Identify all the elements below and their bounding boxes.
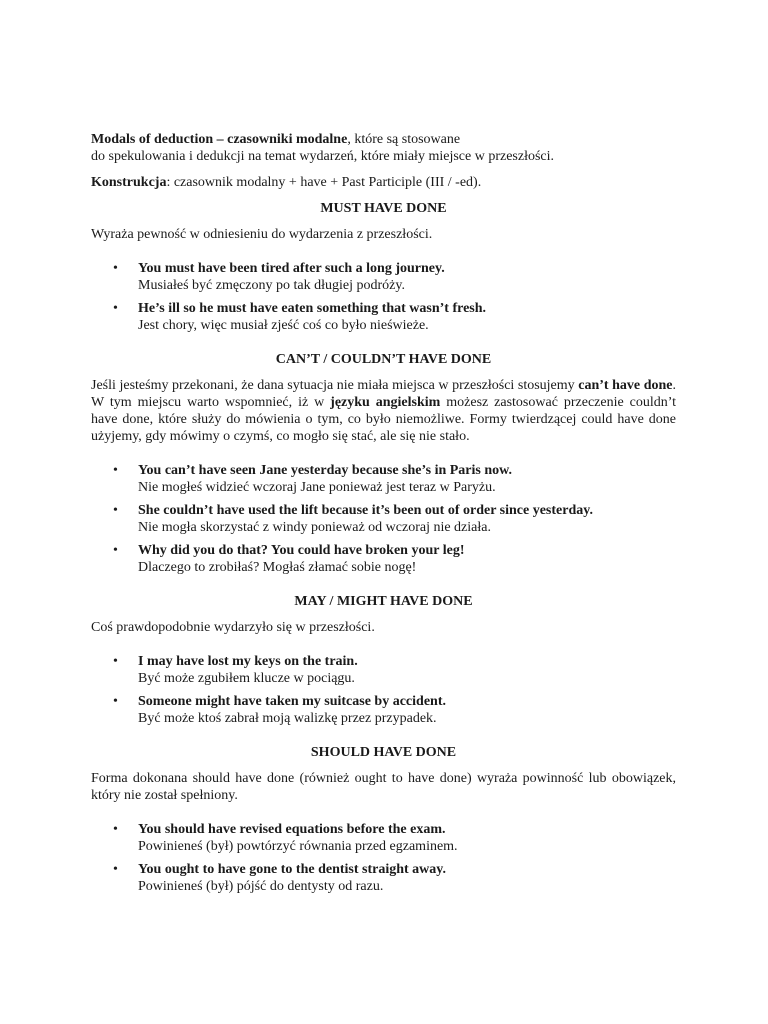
example-item (91, 821, 676, 855)
bullet-icon: • (113, 301, 118, 316)
example-polish: Być może ktoś zabrał moją walizkę przez przypadek. (138, 711, 437, 726)
description-text: możesz zastosować przeczenie couldn’t have done, które służy do mówienia o tym, co było niemożliwe. Formy twierdzącej could have done użyjemy, gdy mówimy o czymś, co mogło się stać, ale się nie stało. (91, 395, 677, 444)
example-english: You must have been tired after such a long journey. (138, 261, 445, 276)
bullet-icon: • (113, 503, 118, 518)
bullet-icon: • (113, 261, 118, 276)
section-heading-cant: CAN’T / COULDN’T HAVE DONE (275, 352, 492, 367)
example-english: He’s ill so he must have eaten something that wasn’t fresh. (138, 301, 487, 316)
example-polish: Nie mogła skorzystać z windy ponieważ od wczoraj nie działa. (138, 520, 491, 535)
section-description-must: Wyraża pewność w odniesieniu do wydarzenia z przeszłości. (91, 227, 433, 242)
bullet-icon: • (113, 463, 118, 478)
intro-title: Modals of deduction – czasowniki modalne (91, 132, 348, 147)
example-item (91, 462, 676, 496)
example-polish: Jest chory, więc musiał zjeść coś co było nieświeże. (138, 318, 429, 333)
example-polish: Powinieneś (był) powtórzyć równania przed egzaminem. (138, 839, 458, 854)
example-english: Someone might have taken my suitcase by accident. (138, 694, 446, 709)
bullet-icon: • (113, 822, 118, 837)
examples-list-should (91, 821, 676, 895)
example-item (91, 693, 676, 727)
example-english: You can’t have seen Jane yesterday because she’s in Paris now. (138, 463, 512, 478)
construction-label: Konstrukcja (91, 175, 167, 190)
example-polish: Nie mogłeś widzieć wczoraj Jane ponieważ jest teraz w Paryżu. (138, 480, 496, 495)
section-heading-may: MAY / MIGHT HAVE DONE (294, 594, 473, 609)
bullet-icon: • (113, 862, 118, 877)
example-polish: Być może zgubiłem klucze w pociągu. (138, 671, 355, 686)
example-english: She couldn’t have used the lift because it’s been out of order since yesterday. (138, 503, 593, 518)
section-heading-should: SHOULD HAVE DONE (310, 745, 457, 760)
section-heading-must: MUST HAVE DONE (320, 201, 447, 216)
example-english: I may have lost my keys on the train. (138, 654, 358, 669)
example-item (91, 502, 676, 536)
construction-text: : czasownik modalny + have + Past Participle (III / -ed). (166, 175, 482, 190)
example-item (91, 260, 676, 294)
intro-line2: do spekulowania i dedukcji na temat wydarzeń, które miały miejsce w przeszłości. (91, 149, 555, 164)
example-item (91, 861, 676, 895)
example-english: You should have revised equations before the exam. (138, 822, 446, 837)
description-bold: can’t have done (578, 378, 673, 393)
example-english: Why did you do that? You could have broken your leg! (138, 543, 465, 558)
example-polish: Powinieneś (był) pójść do dentysty od razu. (138, 879, 384, 894)
section-description-cant (91, 377, 676, 445)
example-item (91, 300, 676, 334)
section-description-should: Forma dokonana should have done (również ought to have done) wyraża powinność lub obowiązek, który nie został spełniony. (91, 771, 676, 803)
bullet-icon: • (113, 543, 118, 558)
construction-paragraph (91, 174, 676, 191)
examples-list-cant (91, 462, 676, 576)
example-item (91, 542, 676, 576)
intro-line1-rest: , które są stosowane (347, 132, 461, 147)
bullet-icon: • (113, 694, 118, 709)
description-text: . W tym miejscu warto wspomnieć, iż w (91, 378, 676, 410)
description-text: Jeśli jesteśmy przekonani, że dana sytuacja nie miała miejsca w przeszłości stosujemy (91, 378, 579, 393)
description-bold: języku angielskim (330, 395, 441, 410)
bullet-icon: • (113, 654, 118, 669)
section-description-may: Coś prawdopodobnie wydarzyło się w przeszłości. (91, 620, 375, 635)
examples-list-may (91, 653, 676, 727)
intro-paragraph (91, 131, 676, 165)
example-item (91, 653, 676, 687)
example-polish: Musiałeś być zmęczony po tak długiej podróży. (138, 278, 405, 293)
document-page (91, 131, 676, 901)
example-polish: Dlaczego to zrobiłaś? Mogłaś złamać sobie nogę! (138, 560, 417, 575)
example-english: You ought to have gone to the dentist straight away. (138, 862, 447, 877)
examples-list-must (91, 260, 676, 334)
